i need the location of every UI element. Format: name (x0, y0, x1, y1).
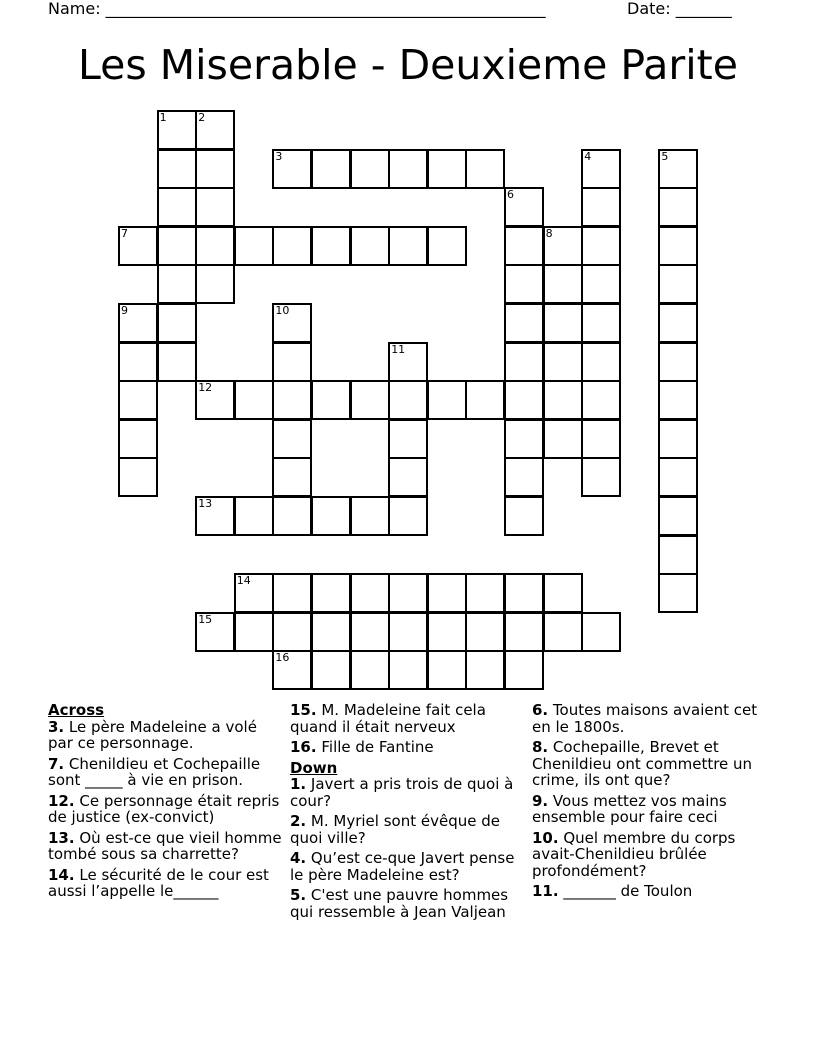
grid-number: 1 (159, 111, 167, 124)
down-heading: Down (290, 758, 338, 777)
grid-cell[interactable] (658, 187, 698, 227)
grid-cell[interactable] (350, 650, 390, 690)
clue-down-11: 11. _______ de Toulon (532, 882, 693, 900)
grid-cell[interactable] (504, 612, 544, 652)
grid-cell[interactable] (118, 380, 158, 420)
grid-cell[interactable] (543, 264, 583, 304)
grid-cell[interactable] (157, 342, 197, 382)
grid-cell[interactable] (465, 650, 505, 690)
grid-cell[interactable] (658, 535, 698, 575)
grid-cell[interactable] (581, 226, 621, 266)
clue-down-6: 6. Toutes maisons avaient cet en le 1800s. (532, 701, 758, 736)
grid-cell[interactable] (427, 149, 467, 189)
grid-cell[interactable] (427, 650, 467, 690)
grid-cell[interactable] (157, 149, 197, 189)
grid-cell[interactable] (427, 380, 467, 420)
grid-cell[interactable] (311, 650, 351, 690)
clue-down-8: 8. Cochepaille, Brevet et Chenildieu ont commettre un crime, ils ont que? (532, 738, 753, 789)
grid-cell[interactable] (581, 419, 621, 459)
grid-cell[interactable] (504, 573, 544, 613)
grid-number: 14 (236, 574, 251, 588)
grid-cell[interactable] (388, 573, 428, 613)
grid-cell[interactable] (157, 226, 197, 266)
grid-cell[interactable] (311, 380, 351, 420)
grid-cell[interactable] (272, 419, 312, 459)
grid-cell[interactable] (195, 226, 235, 266)
grid-cell[interactable] (195, 149, 235, 189)
grid-cell[interactable] (311, 226, 351, 266)
grid-cell[interactable] (388, 457, 428, 497)
clue-column-1 (48, 702, 283, 904)
grid-number: 16 (275, 651, 290, 665)
page-title: Les Miserable - Deuxieme Parite (78, 41, 738, 89)
grid-cell[interactable] (658, 226, 698, 266)
grid-cell[interactable] (504, 496, 544, 536)
grid-cell[interactable] (504, 342, 544, 382)
grid-cell[interactable] (581, 457, 621, 497)
grid-cell[interactable] (157, 187, 197, 227)
grid-cell[interactable] (272, 457, 312, 497)
grid-cell[interactable] (658, 303, 698, 343)
grid-cell[interactable] (350, 612, 390, 652)
grid-cell[interactable] (658, 496, 698, 536)
grid-number: 13 (198, 497, 213, 510)
grid-cell[interactable] (388, 149, 428, 189)
grid-cell[interactable] (234, 226, 274, 266)
across-heading: Across (48, 701, 105, 719)
date-field-label[interactable]: Date: _______ (627, 0, 732, 18)
grid-cell[interactable] (350, 380, 390, 420)
grid-number: 15 (198, 612, 213, 626)
grid-cell[interactable] (272, 226, 312, 266)
grid-cell[interactable] (581, 264, 621, 304)
grid-number: 10 (275, 304, 290, 317)
grid-cell[interactable] (350, 573, 390, 613)
grid-cell[interactable] (311, 612, 351, 652)
grid-number: 12 (198, 381, 213, 395)
grid-cell[interactable] (504, 457, 544, 497)
grid-cell[interactable] (350, 496, 390, 536)
grid-number: 8 (545, 226, 553, 240)
grid-cell[interactable] (465, 573, 505, 613)
grid-cell[interactable] (504, 380, 544, 420)
clue-across-13: 13. Où est-ce que vieil homme tombé sous sa charrette? (48, 828, 282, 863)
grid-number: 11 (391, 342, 406, 356)
grid-cell[interactable] (581, 612, 621, 652)
grid-cell[interactable] (234, 496, 274, 536)
grid-cell[interactable] (581, 342, 621, 382)
grid-cell[interactable] (658, 380, 698, 420)
grid-cell[interactable] (157, 303, 197, 343)
grid-cell[interactable] (118, 457, 158, 497)
clue-down-1: 1. Javert a pris trois de quoi à cour? (290, 775, 514, 810)
grid-cell[interactable] (543, 419, 583, 459)
grid-cell[interactable] (427, 573, 467, 613)
clue-down-9: 9. Vous mettez vos mains ensemble pour faire ceci (532, 791, 727, 826)
grid-cell[interactable] (195, 264, 235, 304)
grid-cell[interactable] (581, 187, 621, 227)
grid-cell[interactable] (658, 419, 698, 459)
grid-cell[interactable] (427, 612, 467, 652)
clue-across-14: 14. Le sécurité de le cour est aussi l’appelle le______ (48, 865, 269, 900)
grid-cell[interactable] (504, 303, 544, 343)
grid-cell[interactable] (195, 187, 235, 227)
grid-cell[interactable] (581, 380, 621, 420)
grid-cell[interactable] (504, 226, 544, 266)
name-field-label[interactable]: Name: _______________________________________________________ (48, 0, 546, 18)
grid-cell[interactable] (118, 342, 158, 382)
clue-column-3 (532, 702, 767, 904)
grid-cell[interactable] (234, 612, 274, 652)
grid-number: 3 (275, 149, 283, 163)
grid-cell[interactable] (118, 419, 158, 459)
grid-cell[interactable] (272, 573, 312, 613)
clue-down-5: 5. C'est une pauvre hommes qui ressemble à Jean Valjean (290, 886, 509, 921)
clue-down-2: 2. M. Myriel sont évêque de quoi ville? (290, 812, 500, 847)
grid-number: 7 (121, 226, 128, 240)
clue-down-10: 10. Quel membre du corps avait-Chenildieu brûlée profondément? (532, 828, 736, 880)
grid-cell[interactable] (157, 264, 197, 304)
grid-cell[interactable] (272, 612, 312, 652)
grid-cell[interactable] (581, 303, 621, 343)
grid-cell[interactable] (272, 380, 312, 420)
grid-cell[interactable] (465, 149, 505, 189)
grid-cell[interactable] (504, 650, 544, 690)
grid-number: 5 (661, 149, 669, 163)
grid-cell[interactable] (388, 612, 428, 652)
clue-across-3: 3. Le père Madeleine a volé par ce personnage. (48, 717, 257, 752)
grid-cell[interactable] (388, 496, 428, 536)
grid-cell[interactable] (543, 342, 583, 382)
grid-cell[interactable] (504, 264, 544, 304)
grid-cell[interactable] (465, 380, 505, 420)
grid-cell[interactable] (465, 612, 505, 652)
grid-cell[interactable] (350, 149, 390, 189)
clue-across-16: 16. Fille de Fantine (290, 738, 434, 756)
grid-cell[interactable] (272, 342, 312, 382)
clue-column-2 (290, 702, 525, 924)
grid-number: 2 (198, 111, 206, 124)
grid-cell[interactable] (543, 573, 583, 613)
grid-cell[interactable] (658, 342, 698, 382)
grid-number: 6 (507, 188, 514, 202)
grid-cell[interactable] (388, 650, 428, 690)
grid-cell[interactable] (427, 226, 467, 266)
grid-cell[interactable] (543, 380, 583, 420)
grid-cell[interactable] (388, 226, 428, 266)
clue-across-12: 12. Ce personnage était repris de justice (ex-convict) (48, 791, 280, 826)
clue-down-4: 4. Qu’est ce-que Javert pense le père Madeleine est? (290, 849, 515, 884)
grid-cell[interactable] (272, 496, 312, 536)
grid-cell[interactable] (311, 496, 351, 536)
grid-cell[interactable] (234, 380, 274, 420)
grid-cell[interactable] (658, 457, 698, 497)
grid-number: 9 (121, 304, 128, 317)
grid-cell[interactable] (543, 303, 583, 343)
grid-number: 4 (584, 149, 592, 163)
grid-cell[interactable] (388, 419, 428, 459)
grid-cell[interactable] (311, 573, 351, 613)
grid-cell[interactable] (658, 264, 698, 304)
grid-cell[interactable] (504, 419, 544, 459)
grid-cell[interactable] (388, 380, 428, 420)
clue-across-15: 15. M. Madeleine fait cela quand il était nerveux (290, 701, 486, 736)
grid-cell[interactable] (311, 149, 351, 189)
clue-across-7: 7. Chenildieu et Cochepaille sont _____ à vie en prison. (48, 754, 261, 789)
grid-cell[interactable] (658, 573, 698, 613)
grid-cell[interactable] (350, 226, 390, 266)
grid-cell[interactable] (543, 612, 583, 652)
